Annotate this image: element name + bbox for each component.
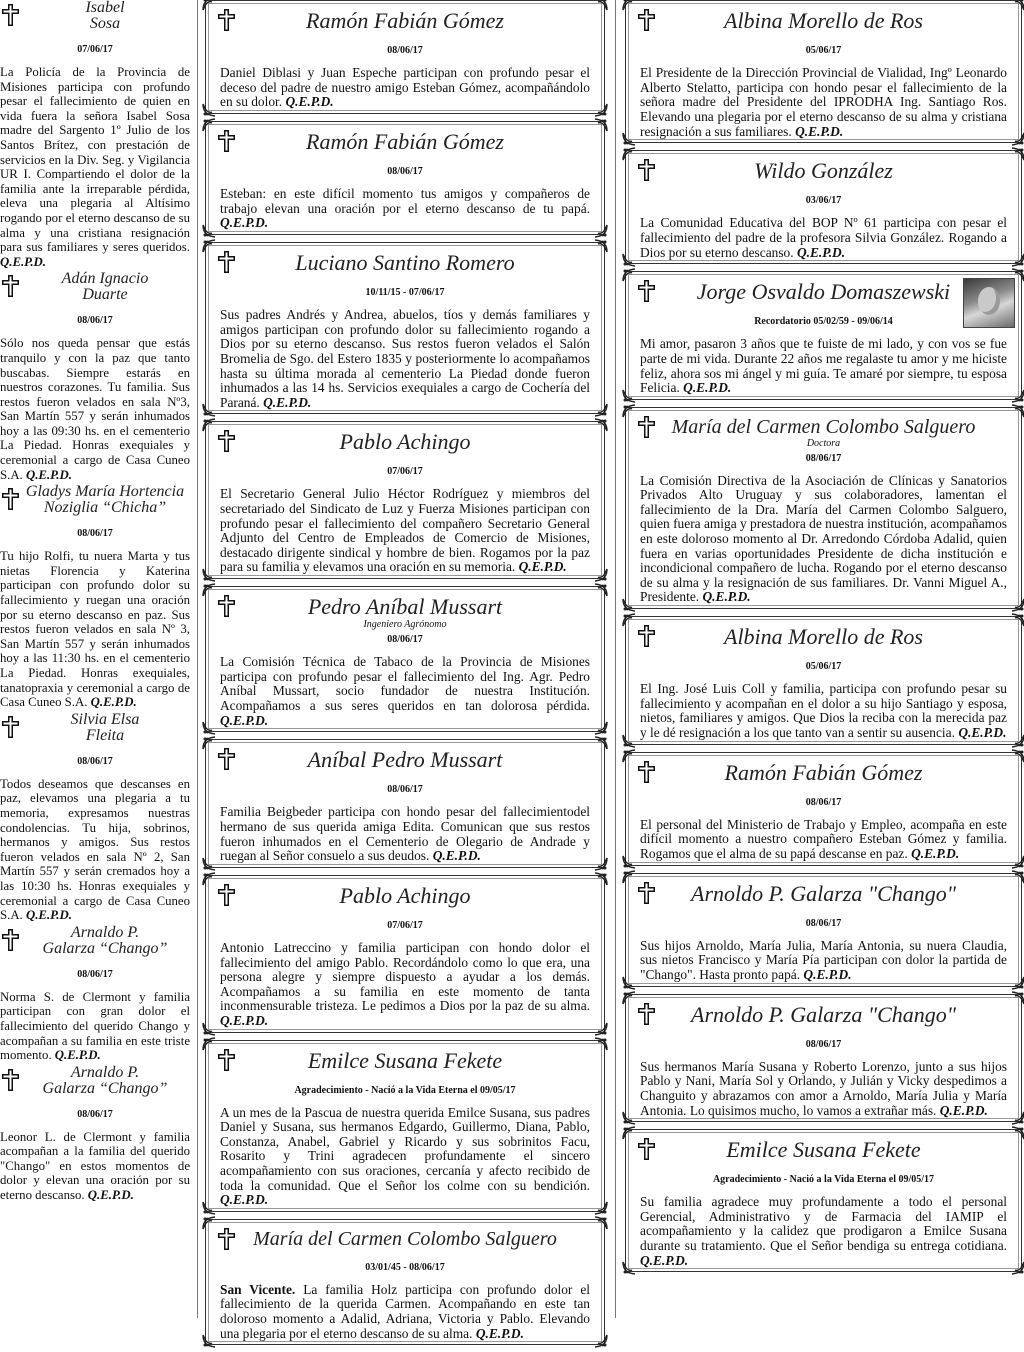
corner-ornament-icon: [594, 736, 608, 750]
corner-ornament-icon: [594, 0, 608, 11]
deceased-name: Wildo González: [754, 158, 893, 184]
notice-body: [640, 818, 1007, 862]
notice-text: El Secretario General Julio Héctor Rodríguez y miembros del secretariado del Sindicato de Luz y Fuerza Misiones participan con profundo pesar el fallecimiento del compañero Secretario General Adjunto del Centro de Empleados de Comercio de Misiones, destacado dirigente sindical y hombre de bien. Rogamos por la paz para su familia y elevamos una oración en su memoria.: [220, 486, 590, 575]
corner-ornament-icon: [594, 403, 608, 417]
corner-ornament-icon: [202, 103, 216, 117]
deceased-name: [0, 0, 190, 32]
notice-date: 08/06/17: [805, 452, 842, 464]
qepd-label: Q.E.P.D.: [54, 1048, 101, 1063]
notice-date: 08/06/17: [387, 166, 423, 178]
obituary-box: [205, 421, 605, 579]
corner-ornament-icon: [202, 872, 216, 886]
corner-ornament-icon: [594, 224, 608, 238]
deceased-name: Pablo Achingo: [339, 429, 471, 455]
corner-ornament-icon: [594, 583, 608, 597]
corner-ornament-icon: [622, 132, 636, 146]
obituary-box: [625, 994, 1022, 1123]
notice-text: Leonor L. de Clermont y familia acompañan a la familia del querido "Chango" en estos momentos de dolor y elevan una oración por su eterno descanso.: [0, 1129, 190, 1203]
cross-icon: [2, 929, 19, 951]
qepd-label: Q.E.P.D.: [0, 254, 46, 269]
notice-body: [0, 777, 190, 923]
notice-date: 05/06/17: [805, 661, 842, 673]
notice-body: [640, 216, 1007, 260]
corner-ornament-icon: [622, 855, 636, 869]
qepd-label: Q.E.P.D.: [87, 1188, 134, 1203]
left-obituary: [0, 1065, 190, 1203]
notice-body: [0, 336, 190, 482]
corner-ornament-icon: [1011, 132, 1024, 146]
obituary-box: [205, 242, 605, 414]
deceased-name: Emilce Susana Fekete: [726, 1137, 921, 1163]
corner-ornament-icon: [594, 1201, 608, 1215]
corner-ornament-icon: [1011, 1261, 1024, 1275]
notice-body: [220, 308, 590, 410]
corner-ornament-icon: [202, 118, 216, 132]
notice-text: Su familia agradece muy profundamente a todo el personal Gerencial, Administrativo y de Farmacia del IAMIP el acompañamiento y la calidez que prodigaron a Emilce Susana durante su tratamiento. Que el Señor bendiga su entrega cotidiana.: [640, 1194, 1007, 1254]
notice-text: Sus padres Andrés y Andrea, abuelos, tíos y demás familiares y amigos participan con profundo dolor su fallecimiento rogando a Dios por su eterno descanso. Sus restos fueron velados el Salón Bromelia de Sgo. del Estero 1835 y posteriormente lo acompañamos hasta su última morada al cementerio La Piedad donde fueron inhumados a las 14 hs. Servicios exequiales a cargo de Cochería del Paraná.: [220, 307, 590, 410]
corner-ornament-icon: [1011, 734, 1024, 748]
corner-ornament-icon: [622, 598, 636, 612]
obituary-box: [205, 739, 605, 868]
cross-icon: [638, 1138, 655, 1160]
notice-body: [220, 487, 590, 575]
notice-date: 08/06/17: [387, 634, 423, 646]
deceased-name: Ramón Fabián Gómez: [306, 128, 504, 154]
column-rule-1: [197, 0, 198, 1318]
notice-text: Sólo nos queda pensar que estás tranquilo y con la paz que tanto buscabas. Siempre estarás en nuestros corazones. Tu familia. Sus restos fueron velados en sala Nº3, San Martín 557 y serán inhumados hoy a las 09:30 hs. en el cementerio La Piedad. Honras exequiales y ceremonial a cargo de Casa Cuneo S.A.: [0, 336, 190, 482]
notice-date: Agradecimiento - Nació a la Vida Eterna el 09/05/17: [294, 1084, 516, 1096]
notice-text: Antonio Latreccino y familia participan con hondo dolor el fallecimiento del amigo Pablo. Recordándolo como lo que era, una persona alegre y siempre dispuesto a ayudar a los demás. Acompañamos a su familia en este momento de tanta inconmensurable tristeza. Le pedimos a Dios por la paz de su alma.: [220, 939, 590, 1014]
cross-icon: [638, 280, 655, 302]
deceased-name: Ramón Fabián Gómez: [306, 8, 504, 33]
notice-body: [220, 941, 590, 1029]
right-column: [625, 0, 1022, 1279]
cross-icon: [218, 430, 235, 452]
corner-ornament-icon: [1011, 870, 1024, 884]
corner-ornament-icon: [202, 583, 216, 597]
qepd-label: Q.E.P.D.: [702, 589, 751, 605]
corner-ornament-icon: [1011, 749, 1024, 763]
deceased-name: Aníbal Pedro Mussart: [307, 747, 503, 773]
obituary-box: [205, 586, 605, 732]
notice-date: Agradecimiento - Nació a la Vida Eterna el 09/05/17: [712, 1174, 935, 1186]
notice-text: A un mes de la Pascua de nuestra querida Emilce Susana, sus padres Daniel y Susana, sus hermanos Edgardo, Guillermo, Diana, Pablo, Constanza, Anabel, Gabriel y Ricardo y sus sobrinitos Facu, Rosarito y Trini agradecen profundamente el sincero acompañamiento con sus oraciones, cercanía y afecto recibido de toda la comunidad. Que el Señor los colme con su bendición.: [220, 1104, 590, 1193]
corner-ornament-icon: [594, 1216, 608, 1230]
corner-ornament-icon: [1011, 855, 1024, 869]
corner-ornament-icon: [202, 857, 216, 871]
cross-icon: [218, 1049, 235, 1071]
left-column: [0, 0, 190, 1205]
deceased-name-line: Sosa: [89, 15, 121, 32]
notice-date: Recordatorio 05/02/59 - 09/06/14: [754, 316, 893, 328]
notice-date: 08/06/17: [77, 1108, 113, 1120]
qepd-label: Q.E.P.D.: [432, 848, 481, 864]
corner-ornament-icon: [202, 1216, 216, 1230]
left-obituary: [0, 925, 190, 1063]
deceased-name: Emilce Susana Fekete: [307, 1047, 503, 1073]
deceased-name: Jorge Osvaldo Domaszewski: [696, 279, 951, 305]
middle-column: [205, 0, 605, 1352]
cross-icon: [218, 130, 235, 152]
notice-text: La Comunidad Educativa del BOP Nº 61 participa con pesar el fallecimiento del padre de la profesora Silvia González. Rogando a Dios por su eterno descanso.: [640, 215, 1007, 260]
obituary-box: [625, 0, 1022, 143]
notice-text: El Presidente de la Dirección Provincial de Vialidad, Ingº Leonardo Alberto Stelatto, participa con hondo pesar el fallecimiento de la señora madre del Presidente del IPRODHA Ing. Santiago Ros. Elevando una plegaria por el eterno descanso de su alma y cristiana resignación a sus familiares.: [640, 65, 1007, 139]
deceased-name-line: Silvia Elsa: [70, 710, 140, 728]
obituary-box: [205, 875, 605, 1033]
notice-body: [640, 474, 1007, 605]
qepd-label: Q.E.P.D.: [263, 394, 312, 410]
corner-ornament-icon: [202, 568, 216, 582]
cross-icon: [2, 275, 19, 297]
notice-date: 08/06/17: [77, 755, 113, 767]
notice-text: Sus hermanos María Susana y Roberto Lorenzo, junto a sus hijos Pablo y Nani, María Sol y Orlando, y Julián y Vicky despedimos a Changuito y abrazamos con amor a Arnoldo, María Julia y María Antonia. Lo quisimos mucho, lo vamos a extrañar más.: [640, 1058, 1007, 1118]
corner-ornament-icon: [594, 103, 608, 117]
notice-text: Tu hijo Rolfi, tu nuera Marta y tus nietas Florencia y Katerina participan con profundo dolor su fallecimiento y ruegan una oración por su eterno descanso en paz. Sus restos fueron velados en sala Nº 3, San Martín 557 y serán inhumados hoy a las 11:30 hs. en el cementerio La Piedad. Honras exequiales, tanatopraxia y ceremonial a cargo de Casa Cuneo S.A.: [0, 549, 190, 710]
corner-ornament-icon: [1011, 1126, 1024, 1140]
qepd-label: Q.E.P.D.: [795, 123, 844, 139]
deceased-title: Ingeniero Agrónomo: [363, 619, 447, 631]
cross-icon: [2, 4, 19, 26]
qepd-label: Q.E.P.D.: [796, 244, 846, 260]
corner-ornament-icon: [1011, 976, 1024, 990]
notice-date: 08/06/17: [805, 796, 842, 808]
qepd-label: Q.E.P.D.: [958, 725, 1007, 740]
corner-ornament-icon: [594, 872, 608, 886]
corner-ornament-icon: [1011, 991, 1024, 1005]
notice-body: [640, 682, 1007, 740]
corner-ornament-icon: [594, 1037, 608, 1051]
deceased-name: [0, 271, 190, 303]
cross-icon: [638, 159, 655, 181]
notice-date: 07/06/17: [77, 44, 113, 55]
deceased-name-line: Arnaldo P.: [70, 1063, 140, 1081]
obituary-box: [625, 1129, 1022, 1272]
corner-ornament-icon: [202, 1022, 216, 1036]
corner-ornament-icon: [622, 1126, 636, 1140]
corner-ornament-icon: [202, 403, 216, 417]
corner-ornament-icon: [594, 721, 608, 735]
corner-ornament-icon: [202, 418, 216, 432]
cross-icon: [218, 884, 235, 906]
obituary-box: [625, 616, 1022, 745]
notice-date: 08/06/17: [805, 1038, 842, 1050]
corner-ornament-icon: [622, 0, 636, 11]
qepd-label: Q.E.P.D.: [220, 1192, 269, 1208]
corner-ornament-icon: [622, 991, 636, 1005]
deceased-name-line: Isabel: [85, 0, 125, 16]
notice-text: El Ing. José Luis Coll y familia, participa con profundo pesar su fallecimiento y acompañan en el dolor a su hijo Santiago y esposa, nietos, familiares y amigos. Que Dios la reciba con la merecida paz y le dé resignación a los que tanto van a sentir su ausencia.: [640, 681, 1007, 740]
corner-ornament-icon: [594, 418, 608, 432]
deceased-name-line: Adán Ignacio: [61, 270, 149, 288]
notice-text: Esteban: en este difícil momento tus amigos y compañeros de trabajo elevan una oración por el eterno descanso de tu papá.: [220, 186, 590, 216]
corner-ornament-icon: [1011, 598, 1024, 612]
notice-body: [220, 1106, 590, 1208]
notice-lead: San Vicente.: [220, 1281, 296, 1297]
notice-date: 08/06/17: [77, 968, 113, 980]
deceased-name: [0, 484, 190, 516]
corner-ornament-icon: [622, 389, 636, 403]
obituary-box: [625, 873, 1022, 987]
notice-date: 10/11/15 - 07/06/17: [365, 287, 445, 299]
cross-icon: [638, 882, 655, 904]
obituary-box: [205, 0, 605, 114]
left-obituary: [0, 271, 190, 482]
notice-body: [220, 66, 590, 110]
notice-date: 03/01/45 - 08/06/17: [365, 1261, 445, 1273]
qepd-label: Q.E.P.D.: [683, 380, 732, 396]
notice-text: Familia Beigbeder participa con hondo pesar del fallecimientodel hermano de sus querida amiga Edita. Comunican que sus restos fueron inhumados en el Cementerio de Olegario de Andrade y ruegan al Señor consuelo a sus deudos.: [220, 804, 590, 864]
cross-icon: [2, 716, 19, 738]
corner-ornament-icon: [202, 721, 216, 735]
corner-ornament-icon: [1011, 0, 1024, 11]
qepd-label: Q.E.P.D.: [25, 908, 72, 923]
deceased-name-line: Gladys María Hortencia: [25, 483, 185, 501]
deceased-name: Albina Morello de Ros: [724, 8, 923, 33]
notice-body: [220, 1283, 590, 1341]
cross-icon: [638, 416, 655, 438]
qepd-label: Q.E.P.D.: [220, 1012, 269, 1028]
deceased-name: Luciano Santino Romero: [295, 249, 515, 275]
corner-ornament-icon: [202, 224, 216, 238]
qepd-label: Q.E.P.D.: [518, 559, 567, 575]
cross-icon: [218, 251, 235, 273]
deceased-name-line: Arnaldo P.: [70, 923, 140, 941]
notice-date: 08/06/17: [77, 315, 113, 327]
obituary-box: [625, 752, 1022, 866]
notice-text: La Comisión Técnica de Tabaco de la Provincia de Misiones participa con profundo pesar el fallecimiento del Ing. Agr. Pedro Aníbal Mussart, socio fundador de nuestra Institución. Acompañamos a sus seres queridos en tan dolorosa pérdida.: [220, 654, 590, 713]
deceased-name: [0, 712, 190, 744]
notice-text: La Comisión Directiva de la Asociación de Clínicas y Sanatorios Privados Alto Uruguay y sus colaboradores, lamentan el fallecimiento de la Dra. María del Carmen Colombo Salguero, quien fuera amiga y prestadora de nuestra institución, acompañamos en este doloroso momento al Dr. Arredondo Córdoba Adalid, quien fuera en varias oportunidades Presidente de dicha institución e incondicional compañero de lucha. Rogando por el eterno descanso de su alma y la resignación de sus familiares. Dr. Vanni Miguel A., Presidente.: [640, 472, 1008, 605]
deceased-name: Arnoldo P. Galarza "Chango": [691, 880, 956, 906]
notice-date: 08/06/17: [77, 528, 113, 540]
obituary-box: [205, 1040, 605, 1212]
obituary-box: [625, 271, 1022, 400]
deceased-name: Pablo Achingo: [339, 882, 471, 908]
deceased-name-line: Duarte: [82, 286, 128, 304]
left-obituary: [0, 484, 190, 710]
cross-icon: [2, 488, 19, 510]
corner-ornament-icon: [1011, 404, 1024, 418]
corner-ornament-icon: [594, 118, 608, 132]
left-obituary: [0, 0, 190, 269]
corner-ornament-icon: [622, 1111, 636, 1125]
obituary-box: [625, 407, 1022, 609]
cross-icon: [638, 1003, 655, 1025]
notice-body: [0, 990, 190, 1063]
corner-ornament-icon: [202, 0, 216, 11]
notice-date: 05/06/17: [805, 45, 842, 57]
corner-ornament-icon: [622, 734, 636, 748]
deceased-name: Arnoldo P. Galarza "Chango": [691, 1001, 956, 1027]
notice-body: [0, 65, 190, 269]
corner-ornament-icon: [622, 749, 636, 763]
corner-ornament-icon: [622, 976, 636, 990]
corner-ornament-icon: [1011, 1111, 1024, 1125]
deceased-name-line: Fleita: [85, 726, 125, 744]
corner-ornament-icon: [622, 253, 636, 267]
cross-icon: [638, 9, 655, 31]
corner-ornament-icon: [622, 870, 636, 884]
corner-ornament-icon: [594, 1334, 608, 1348]
notice-date: 08/06/17: [805, 917, 842, 929]
notice-text: La familia Holz participa con profundo dolor el fallecimiento de la querida Carmen. Acompañando en este tan doloroso momento a Adalid, Adriana, Victoria y Pablo. Elevando una plegaria por el eterno descanso de su alma.: [220, 1281, 590, 1341]
deceased-name: Ramón Fabián Gómez: [724, 759, 923, 785]
notice-body: [640, 66, 1007, 139]
obituary-box: [205, 121, 605, 235]
deceased-name: [0, 1065, 190, 1097]
corner-ornament-icon: [594, 239, 608, 253]
qepd-label: Q.E.P.D.: [25, 467, 72, 482]
cross-icon: [638, 625, 655, 647]
deceased-name: Pedro Aníbal Mussart: [307, 594, 503, 620]
obituary-box: [205, 1219, 605, 1345]
corner-ornament-icon: [202, 1334, 216, 1348]
qepd-label: Q.E.P.D.: [803, 966, 852, 982]
corner-ornament-icon: [594, 568, 608, 582]
notice-body: [220, 655, 590, 728]
corner-ornament-icon: [622, 613, 636, 627]
qepd-label: Q.E.P.D.: [220, 712, 269, 728]
qepd-label: Q.E.P.D.: [911, 845, 960, 861]
notice-text: Mi amor, pasaron 3 años que te fuiste de mi lado, y con vos se fue parte de mi vida. Durante 22 años me regalaste tu amor y me hiciste feliz, ahora sos mi ángel y mi guía. Te amaré por siempre, tu esposa Felicia.: [640, 336, 1007, 396]
deceased-name: María del Carmen Colombo Salguero: [671, 415, 976, 438]
notice-date: 07/06/17: [387, 466, 423, 478]
notice-text: Daniel Diblasi y Juan Espeche participan con profundo pesar el deceso del padre de nuestro amigo Esteban Gómez, acompañándolo en su dolor.: [220, 65, 590, 110]
qepd-label: Q.E.P.D.: [285, 94, 334, 110]
left-obituary: [0, 712, 190, 923]
notice-text: Norma S. de Clermont y familia participan con gran dolor el fallecimiento del querido Chango y acompañan a su familia en este triste momento.: [0, 989, 190, 1063]
corner-ornament-icon: [1011, 253, 1024, 267]
qepd-label: Q.E.P.D.: [640, 1252, 689, 1268]
corner-ornament-icon: [202, 736, 216, 750]
obituary-box: [625, 150, 1022, 264]
notice-body: [0, 1130, 190, 1203]
notice-text: El personal del Ministerio de Trabajo y Empleo, acompaña en este difícil momento a nuestro compañero Esteban Gómez y familia. Rogamos que el alma de su papá descanse en paz.: [640, 816, 1007, 861]
corner-ornament-icon: [594, 857, 608, 871]
deceased-name-line: Noziglia “Chicha”: [43, 499, 167, 517]
qepd-label: Q.E.P.D.: [220, 215, 269, 231]
notice-body: [220, 187, 590, 231]
cross-icon: [218, 748, 235, 770]
corner-ornament-icon: [594, 1022, 608, 1036]
cross-icon: [2, 1069, 19, 1091]
qepd-label: Q.E.P.D.: [475, 1325, 524, 1341]
notice-text: Sus hijos Arnoldo, María Julia, María Antonia, su nuera Claudia, sus nietos Francisco y María Pía participan con dolor la partida de "Chango". Hasta pronto papá.: [640, 937, 1007, 982]
corner-ornament-icon: [622, 1261, 636, 1275]
portrait-photo: [963, 278, 1015, 328]
notice-body: [640, 939, 1007, 983]
corner-ornament-icon: [202, 1201, 216, 1215]
notice-body: [220, 805, 590, 863]
deceased-name-line: Galarza “Chango”: [42, 1079, 168, 1097]
cross-icon: [638, 761, 655, 783]
notice-body: [640, 1060, 1007, 1118]
notice-date: 07/06/17: [387, 919, 423, 931]
notice-text: La Policía de la Provincia de Misiones participa con profundo pesar el fallecimiento de quien en vida fuera la señora Isabel Sosa madre del Sargento 1º Julio de los Santos Brítez, con prestación de servicios en la Div. Seg. y Vigilancia UR I. Compartiendo el dolor de la familia ante la irreparable pérdida, eleva una plegaria al Altísimo rogando por el eterno descanso de su alma y una cristiana resignación para sus familiares y seres queridos.: [0, 65, 190, 255]
notice-body: [640, 1195, 1007, 1268]
deceased-name: Albina Morello de Ros: [724, 624, 923, 650]
corner-ornament-icon: [1011, 389, 1024, 403]
deceased-name: [0, 925, 190, 957]
notice-date: 08/06/17: [387, 784, 423, 796]
notice-date: 08/06/17: [387, 45, 423, 57]
notice-body: [0, 549, 190, 710]
corner-ornament-icon: [202, 239, 216, 253]
corner-ornament-icon: [622, 268, 636, 282]
deceased-name: María del Carmen Colombo Salguero: [253, 1227, 557, 1250]
cross-icon: [218, 1228, 235, 1250]
corner-ornament-icon: [1011, 613, 1024, 627]
corner-ornament-icon: [1011, 147, 1024, 161]
corner-ornament-icon: [622, 404, 636, 418]
corner-ornament-icon: [622, 147, 636, 161]
notice-date: 03/06/17: [805, 195, 842, 207]
deceased-title: Doctora: [806, 437, 841, 449]
qepd-label: Q.E.P.D.: [90, 695, 137, 710]
cross-icon: [218, 9, 235, 31]
notice-body: [640, 337, 1007, 395]
cross-icon: [218, 595, 235, 617]
notice-text: Todos deseamos que descanses en paz, elevamos una plegaria a tu memoria, expresamos nuestras condolencias. Tu hija, sobrinos, hermanos y amigos. Sus restos fueron velados en sala Nº 2, San Martín 557 y serán cremados hoy a las 10:30 hs. Honras exequiales y ceremonial a cargo de Casa Cuneo S.A.: [0, 776, 190, 923]
deceased-name-line: Galarza “Chango”: [42, 939, 168, 957]
qepd-label: Q.E.P.D.: [939, 1102, 988, 1118]
corner-ornament-icon: [202, 1037, 216, 1051]
column-rule-2: [615, 0, 616, 1318]
